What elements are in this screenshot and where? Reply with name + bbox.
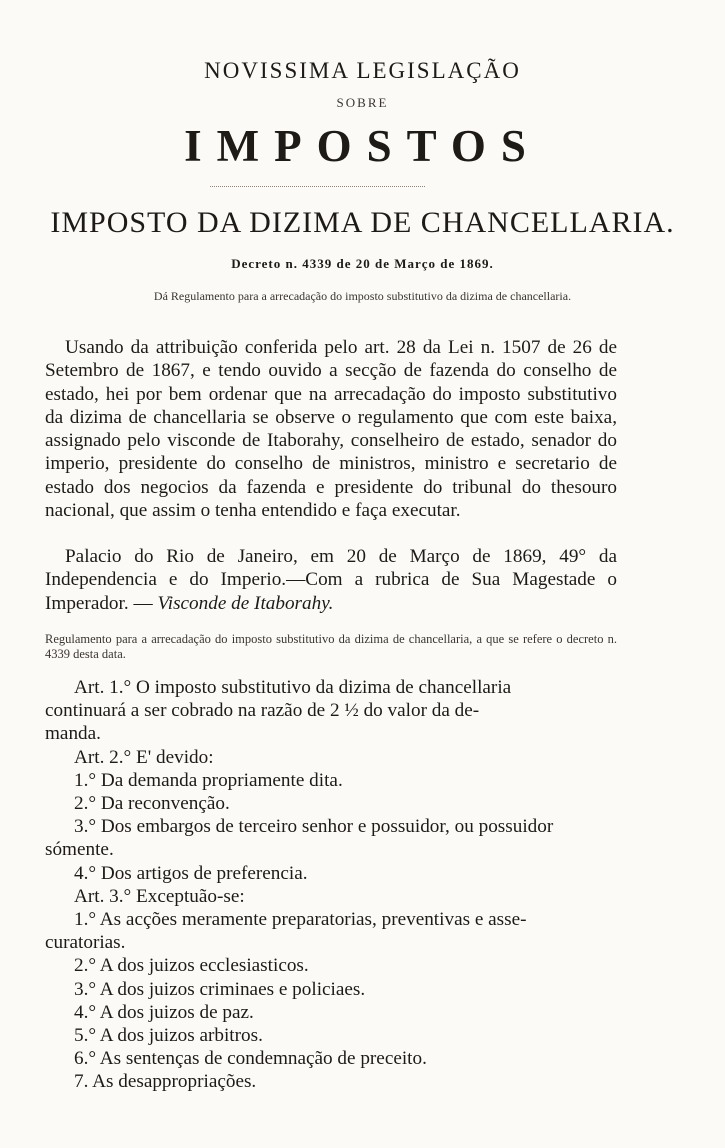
- article-line: continuará a ser cobrado na razão de 2 ½ do valor da de-: [45, 700, 480, 722]
- article-line: 6.° As sentenças de condemnação de preceito.: [74, 1048, 427, 1070]
- article-line: 1.° As acções meramente preparatorias, preventivas e asse-: [74, 909, 527, 931]
- article-line: sómente.: [45, 839, 114, 861]
- article-line: Art. 3.° Exceptuão-se:: [74, 885, 245, 907]
- decree-paragraph-1: Usando da attribuição conferida pelo art. 28 da Lei n. 1507 de 26 de Setembro de 1867, e tendo ouvido a secção de fazenda do conselho de estado, hei por bem ordenar que na arrecadação do imposto substitutivo da dizima de chancellaria se observe o regulamento que com este baixa, assignado pelo visconde de Itaborahy, conselheiro de estado, senador do imperio, presidente do conselho de ministros, ministro e secretario de estado dos negocios da fazenda e presidente do tribunal do thesouro nacional, que assim o tenha entendido e faça executar.: [45, 337, 617, 522]
- article-line: curatorias.: [45, 932, 126, 954]
- article-line: 2.° Da reconvenção.: [74, 793, 230, 815]
- divider: [210, 186, 425, 187]
- title-line-2: SOBRE: [336, 95, 389, 110]
- decree-paragraph-2: [45, 545, 617, 615]
- article-line: 3.° A dos juizos criminaes e policiaes.: [74, 978, 366, 1000]
- decree-summary: Dá Regulamento para a arrecadação do imposto substitutivo da dizima de chancellaria.: [153, 289, 572, 303]
- section-heading: IMPOSTO DA DIZIMA DE CHANCELLARIA.: [50, 206, 675, 239]
- decree-line: Decreto n. 4339 de 20 de Março de 1869.: [231, 256, 494, 271]
- article-line: 2.° A dos juizos ecclesiasticos.: [74, 955, 309, 977]
- article-line: Art. 1.° O imposto substitutivo da dizima de chancellaria: [74, 677, 512, 698]
- regulation-articles: [45, 676, 617, 1094]
- article-line: Art. 2.° E' devido:: [74, 746, 214, 768]
- article-line: manda.: [45, 723, 101, 745]
- decree-paragraph-2-text: Palacio do Rio de Janeiro, em 20 de Março de 1869, 49° da Independencia e do Imperio.—Com a rubrica de Sua Magestade o Imperador. —: [45, 546, 617, 614]
- title-line-1: NOVISSIMA LEGISLAÇÃO: [204, 58, 521, 83]
- article-line: 5.° A dos juizos arbitros.: [74, 1025, 263, 1047]
- article-line: 4.° A dos juizos de paz.: [74, 1001, 254, 1023]
- signature: Visconde de Itaborahy.: [157, 592, 334, 614]
- article-line: 4.° Dos artigos de preferencia.: [74, 862, 308, 884]
- article-line: 7. As desappropriações.: [74, 1071, 257, 1093]
- regulation-intro: Regulamento para a arrecadação do imposto substitutivo da dizima de chancellaria, a que se refere o decreto n. 4339 desta data.: [45, 632, 617, 661]
- article-line: 3.° Dos embargos de terceiro senhor e possuidor, ou possuidor: [74, 816, 554, 838]
- title-line-3: IMPOSTOS: [184, 121, 541, 171]
- article-line: 1.° Da demanda propriamente dita.: [74, 769, 343, 791]
